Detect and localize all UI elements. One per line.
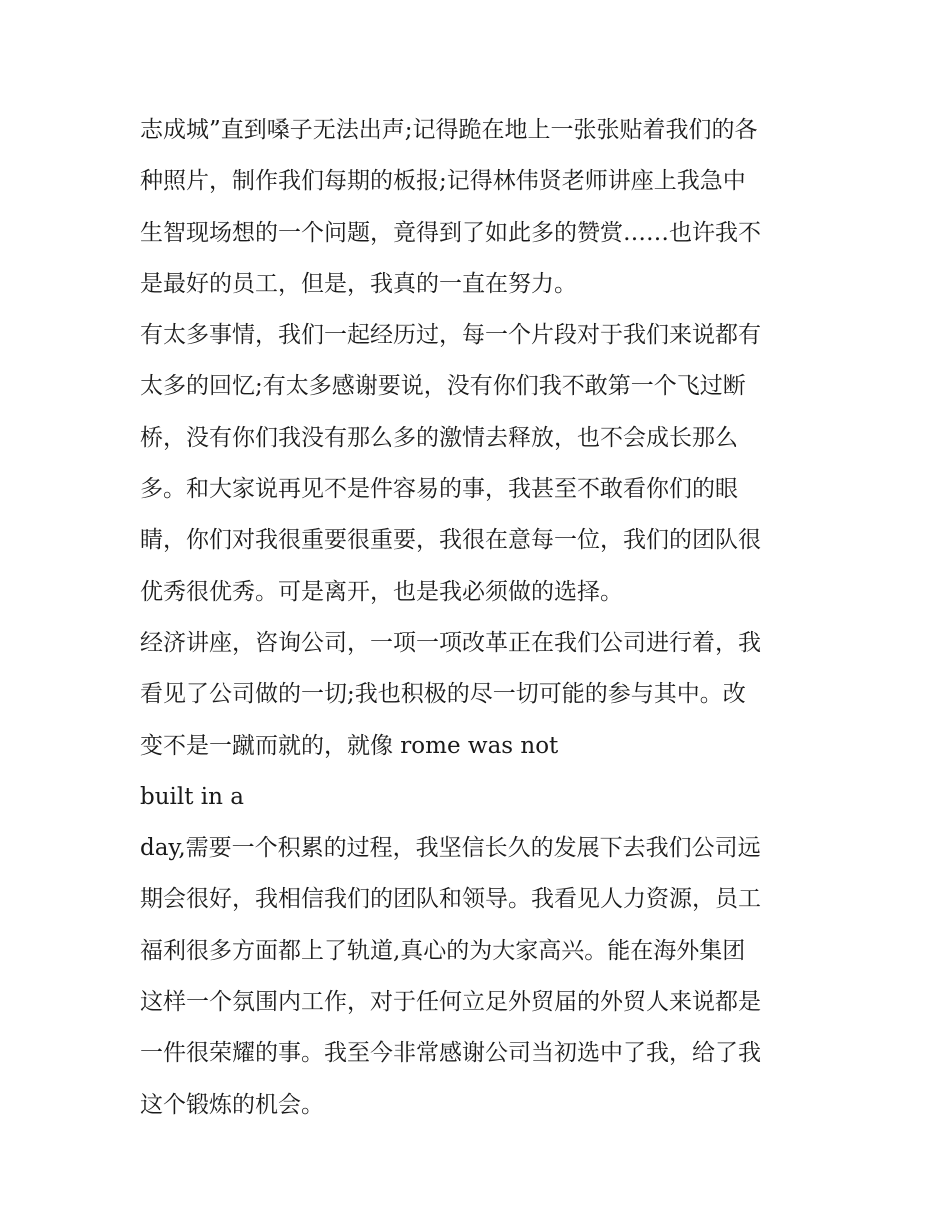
text-line: 种照片，制作我们每期的板报;记得林伟贤老师讲座上我急中: [140, 168, 746, 195]
text-line: 多。和大家说再见不是件容易的事，我甚至不敢看你们的眼: [140, 476, 738, 503]
text-line: built in a: [140, 783, 244, 810]
text-line: 变不是一蹴而就的，就像 rome was not: [140, 732, 559, 759]
text-line: 看见了公司做的一切;我也积极的尽一切可能的参与其中。改: [140, 681, 746, 708]
text-line: day,需要一个积累的过程，我坚信长久的发展下去我们公司远: [140, 835, 761, 862]
text-line: 生智现场想的一个问题，竟得到了如此多的赞赏……也许我不: [140, 219, 761, 246]
text-line: 睛，你们对我很重要很重要，我很在意每一位，我们的团队很: [140, 527, 761, 554]
text-line: 优秀很优秀。可是离开，也是我必须做的选择。: [140, 578, 623, 605]
text-line: 福利很多方面都上了轨道,真心的为大家高兴。能在海外集团: [140, 937, 746, 964]
text-line: 期会很好，我相信我们的团队和领导。我看见人力资源，员工: [140, 886, 761, 913]
text-line: 有太多事情，我们一起经历过，每一个片段对于我们来说都有: [140, 322, 761, 349]
text-line: 是最好的员工，但是，我真的一直在努力。: [140, 270, 577, 297]
text-line: 一件很荣耀的事。我至今非常感谢公司当初选中了我，给了我: [140, 1040, 761, 1067]
document-body: [140, 105, 820, 1131]
text-line: 经济讲座，咨询公司，一项一项改革正在我们公司进行着，我: [140, 629, 761, 656]
text-line: 这样一个氛围内工作，对于任何立足外贸届的外贸人来说都是: [140, 989, 761, 1016]
text-line: 志成城”直到嗓子无法出声;记得跪在地上一张张贴着我们的各: [140, 117, 758, 143]
text-line: 桥，没有你们我没有那么多的激情去释放，也不会成长那么: [140, 424, 738, 451]
text-line: 这个锻炼的机会。: [140, 1091, 324, 1118]
text-line: 太多的回忆;有太多感谢要说，没有你们我不敢第一个飞过断: [140, 373, 746, 400]
